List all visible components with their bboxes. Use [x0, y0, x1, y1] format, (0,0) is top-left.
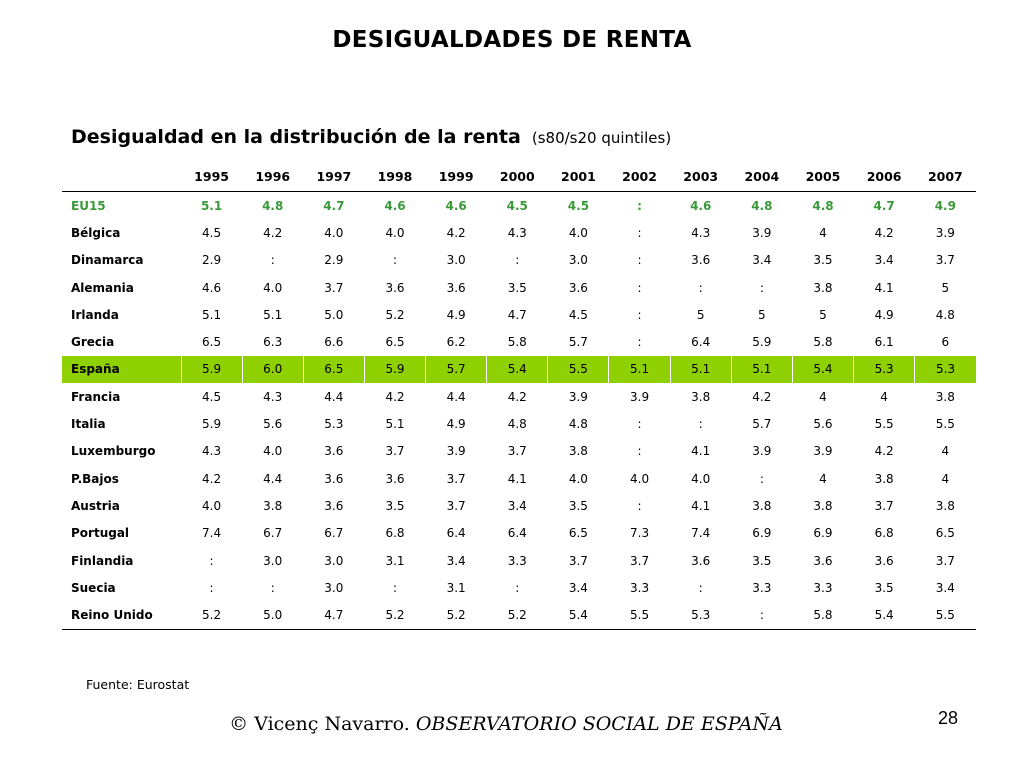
ratio-cell: 5.3: [915, 356, 976, 383]
ratio-cell: 6.5: [303, 356, 364, 383]
subtitle-unit: (s80/s20 quintiles): [531, 129, 672, 147]
ratio-cell: 4.3: [202, 444, 222, 459]
ratio-cell: 6.6: [324, 335, 344, 350]
ratio-cell: 3.8: [813, 498, 833, 513]
ratio-cell: 4.0: [568, 225, 588, 240]
ratio-cell: :: [637, 198, 642, 213]
ratio-cell: 5.4: [548, 601, 609, 629]
ratio-cell: 4.9: [446, 417, 466, 432]
ratio-cell: 4.9: [874, 307, 894, 322]
ratio-cell: 3.0: [446, 253, 466, 268]
ratio-cell: 4.6: [384, 198, 406, 213]
ratio-cell: 4.0: [263, 444, 283, 459]
ratio-cell: 5.3: [670, 601, 731, 629]
ratio-cell: 4.2: [385, 389, 405, 404]
ratio-cell: 4.5: [506, 198, 528, 213]
ratio-cell: 6.5: [202, 335, 222, 350]
ratio-cell: 6.0: [242, 356, 303, 383]
year-header-2001: 2001: [548, 161, 609, 192]
ratio-cell: 4.6: [445, 198, 467, 213]
ratio-cell: 5.1: [263, 307, 283, 322]
ratio-cell: :: [515, 580, 520, 595]
country-name: Grecia: [71, 335, 115, 350]
ratio-cell: 5: [696, 307, 705, 322]
ratio-cell: 4.5: [202, 389, 222, 404]
ratio-cell: 5.4: [854, 601, 915, 629]
ratio-cell: 4.3: [263, 389, 283, 404]
footer-author: © Vicenç Navarro.: [229, 713, 410, 735]
country-name: Irlanda: [71, 307, 119, 322]
ratio-cell: 5.6: [263, 417, 283, 432]
source-note: Fuente: Eurostat: [86, 677, 190, 692]
country-name: Francia: [71, 389, 121, 404]
ratio-cell: 6.4: [691, 335, 711, 350]
ratio-cell: 5.2: [487, 601, 548, 629]
ratio-cell: 3.9: [752, 444, 772, 459]
ratio-cell: 3.6: [385, 280, 405, 295]
ratio-cell: 3.7: [446, 471, 466, 486]
ratio-cell: 3.7: [935, 553, 955, 568]
ratio-cell: 4.2: [446, 225, 466, 240]
ratio-cell: 4.0: [324, 225, 344, 240]
ratio-cell: 3.3: [752, 580, 772, 595]
ratio-cell: :: [392, 253, 398, 268]
ratio-cell: 3.4: [874, 253, 894, 268]
ratio-cell: 3.5: [752, 553, 772, 568]
ratio-cell: 5.4: [792, 356, 853, 383]
ratio-cell: 4.1: [507, 471, 527, 486]
ratio-cell: :: [209, 580, 214, 595]
ratio-cell: :: [637, 225, 642, 240]
ratio-cell: 4.4: [446, 389, 466, 404]
ratio-cell: :: [270, 253, 275, 268]
ratio-cell: :: [637, 498, 642, 513]
ratio-cell: 3.6: [324, 471, 344, 486]
page-number: 28: [938, 708, 959, 728]
ratio-cell: 4.9: [446, 307, 466, 322]
year-header-2005: 2005: [792, 161, 853, 192]
ratio-cell: 6.5: [568, 526, 588, 541]
ratio-cell: 3.7: [874, 498, 894, 513]
ratio-cell: 3.1: [446, 580, 466, 595]
country-name: España: [62, 356, 181, 383]
ratio-cell: 3.0: [324, 580, 344, 595]
table-row: [62, 574, 976, 601]
ratio-cell: :: [637, 280, 642, 295]
table-row: [62, 520, 976, 547]
ratio-cell: 4.0: [691, 471, 711, 486]
ratio-cell: 5.1: [609, 356, 670, 383]
ratio-cell: 4: [819, 471, 827, 486]
year-header-1995: 1995: [181, 161, 242, 192]
ratio-cell: 4.9: [934, 198, 956, 213]
country-name: Bélgica: [71, 225, 121, 240]
table-row: [62, 328, 976, 355]
ratio-cell: :: [759, 471, 764, 486]
ratio-cell: 3.3: [813, 580, 833, 595]
ratio-cell: 3.3: [630, 580, 650, 595]
ratio-cell: :: [515, 253, 520, 268]
ratio-cell: 3.7: [935, 253, 955, 268]
ratio-cell: 4.8: [935, 307, 955, 322]
ratio-cell: 3.9: [446, 444, 466, 459]
country-name: Alemania: [71, 280, 134, 295]
ratio-cell: 6.7: [263, 526, 283, 541]
ratio-cell: :: [637, 417, 642, 432]
country-name: Finlandia: [71, 553, 134, 568]
ratio-cell: 5.5: [548, 356, 609, 383]
ratio-cell: 3.8: [752, 498, 772, 513]
ratio-cell: 3.9: [935, 225, 955, 240]
ratio-cell: 3.5: [568, 498, 588, 513]
ratio-cell: 4.2: [874, 444, 894, 459]
ratio-cell: 4.8: [568, 417, 588, 432]
ratio-cell: 6.1: [874, 335, 894, 350]
table-row: [62, 356, 976, 383]
ratio-cell: :: [759, 280, 764, 295]
ratio-cell: 5.1: [385, 417, 405, 432]
ratio-cell: 4.3: [691, 225, 711, 240]
table-row: [62, 438, 976, 465]
country-name: Portugal: [71, 526, 130, 541]
ratio-cell: 5.4: [487, 356, 548, 383]
table-row: [62, 301, 976, 328]
ratio-cell: 6.5: [385, 335, 405, 350]
ratio-cell: 7.3: [630, 526, 650, 541]
ratio-cell: 4.2: [752, 389, 772, 404]
ratio-cell: 4.8: [751, 198, 773, 213]
ratio-cell: 4.7: [323, 198, 345, 213]
ratio-cell: 2.9: [202, 253, 222, 268]
ratio-cell: :: [637, 335, 642, 350]
year-header-1998: 1998: [364, 161, 425, 192]
ratio-cell: 5.8: [507, 335, 527, 350]
ratio-cell: 3.4: [446, 553, 466, 568]
ratio-cell: 5.8: [813, 335, 833, 350]
ratio-cell: 6.4: [507, 526, 527, 541]
ratio-cell: 4.5: [567, 198, 590, 213]
ratio-cell: 4.8: [812, 198, 834, 213]
ratio-cell: :: [392, 580, 398, 595]
ratio-cell: 6.5: [935, 526, 955, 541]
ratio-cell: 4.0: [385, 225, 405, 240]
ratio-cell: 5.2: [364, 601, 425, 629]
ratio-cell: 5: [941, 280, 950, 295]
ratio-cell: :: [637, 253, 642, 268]
ratio-cell: :: [731, 601, 792, 629]
table-row: [62, 192, 976, 220]
country-header-cell: [62, 161, 181, 192]
income-inequality-table: [62, 161, 976, 630]
ratio-cell: 7.4: [202, 526, 222, 541]
ratio-cell: 5.8: [792, 601, 853, 629]
ratio-cell: 5.2: [181, 601, 242, 629]
ratio-cell: 4.0: [568, 471, 588, 486]
ratio-cell: 3.4: [752, 253, 772, 268]
ratio-cell: 4.1: [691, 444, 711, 459]
ratio-cell: 3.8: [874, 471, 894, 486]
ratio-cell: 5.1: [731, 356, 792, 383]
ratio-cell: 5.7: [426, 356, 487, 383]
ratio-cell: 3.4: [935, 580, 955, 595]
ratio-cell: 4: [880, 389, 888, 404]
ratio-cell: 4.8: [507, 417, 527, 432]
country-name: Dinamarca: [71, 253, 144, 268]
ratio-cell: 5.1: [200, 198, 223, 213]
ratio-cell: 6.9: [813, 526, 833, 541]
year-header-2000: 2000: [487, 161, 548, 192]
ratio-cell: 3.6: [691, 553, 711, 568]
year-header-2003: 2003: [670, 161, 731, 192]
ratio-cell: 4.8: [262, 198, 284, 213]
table-row: [62, 465, 976, 492]
ratio-cell: :: [209, 553, 214, 568]
ratio-cell: 3.5: [874, 580, 894, 595]
ratio-cell: 4.7: [507, 307, 527, 322]
table-row: [62, 410, 976, 437]
table-row: [62, 247, 976, 274]
ratio-cell: 3.7: [630, 553, 650, 568]
year-header-row: [62, 161, 976, 192]
ratio-cell: 5.9: [752, 335, 772, 350]
country-name: Suecia: [71, 580, 116, 595]
ratio-cell: :: [698, 280, 703, 295]
year-header-2004: 2004: [731, 161, 792, 192]
ratio-cell: 3.9: [568, 389, 588, 404]
ratio-cell: 3.6: [691, 253, 711, 268]
country-name: Italia: [71, 417, 106, 432]
ratio-cell: 5.5: [935, 417, 955, 432]
ratio-cell: 3.7: [324, 280, 344, 295]
ratio-cell: 3.7: [568, 553, 588, 568]
ratio-cell: 4: [941, 444, 950, 459]
table-body: [62, 192, 976, 630]
footer-credit: [0, 713, 1012, 735]
ratio-cell: 4: [941, 471, 950, 486]
year-header-2006: 2006: [854, 161, 915, 192]
ratio-cell: 7.4: [691, 526, 711, 541]
ratio-cell: 4.4: [324, 389, 344, 404]
ratio-cell: 3.6: [568, 280, 588, 295]
country-name: P.Bajos: [71, 471, 119, 486]
ratio-cell: 4.0: [630, 471, 650, 486]
ratio-cell: 5.7: [752, 417, 772, 432]
ratio-cell: 4.6: [202, 280, 222, 295]
ratio-cell: 3.6: [813, 553, 833, 568]
year-header-2007: 2007: [915, 161, 976, 192]
country-name: Reino Unido: [62, 601, 181, 629]
ratio-cell: 2.9: [324, 253, 344, 268]
year-header-1997: 1997: [303, 161, 364, 192]
ratio-cell: 5.1: [202, 307, 222, 322]
ratio-cell: 3.8: [935, 498, 955, 513]
ratio-cell: :: [637, 307, 642, 322]
ratio-cell: :: [270, 580, 275, 595]
ratio-cell: 3.4: [507, 498, 527, 513]
footer-organization: OBSERVATORIO SOCIAL DE ESPAÑA: [415, 713, 783, 735]
ratio-cell: 5.9: [181, 356, 242, 383]
ratio-cell: 3.3: [507, 553, 527, 568]
year-header-1996: 1996: [242, 161, 303, 192]
country-name: Luxemburgo: [71, 444, 156, 459]
table-row: [62, 547, 976, 574]
year-header-2002: 2002: [609, 161, 670, 192]
ratio-cell: 3.8: [568, 444, 588, 459]
ratio-cell: :: [698, 417, 703, 432]
ratio-cell: 6: [941, 335, 950, 350]
ratio-cell: 3.5: [385, 498, 405, 513]
ratio-cell: 4.0: [263, 280, 283, 295]
ratio-cell: 3.0: [263, 553, 283, 568]
ratio-cell: 6.8: [385, 526, 405, 541]
ratio-cell: 5.2: [426, 601, 487, 629]
ratio-cell: :: [637, 444, 642, 459]
country-name: Austria: [71, 498, 120, 513]
ratio-cell: 4: [819, 389, 827, 404]
country-name: EU15: [71, 198, 106, 213]
ratio-cell: :: [698, 580, 703, 595]
table-row: [62, 601, 976, 629]
ratio-cell: 5.0: [242, 601, 303, 629]
ratio-cell: 5.1: [670, 356, 731, 383]
ratio-cell: 5.7: [568, 335, 588, 350]
ratio-cell: 3.6: [324, 444, 344, 459]
ratio-cell: 6.3: [263, 335, 283, 350]
year-header-1999: 1999: [426, 161, 487, 192]
ratio-cell: 3.7: [446, 498, 466, 513]
ratio-cell: 4.5: [202, 225, 222, 240]
ratio-cell: 4.2: [507, 389, 527, 404]
ratio-cell: 3.6: [446, 280, 466, 295]
ratio-cell: 5: [758, 307, 766, 322]
ratio-cell: 6.7: [324, 526, 344, 541]
ratio-cell: 3.8: [691, 389, 711, 404]
ratio-cell: 3.1: [385, 553, 405, 568]
ratio-cell: 3.8: [935, 389, 955, 404]
ratio-cell: 3.6: [324, 498, 344, 513]
ratio-cell: 3.7: [507, 444, 527, 459]
ratio-cell: 4.0: [202, 498, 222, 513]
ratio-cell: 3.4: [568, 580, 588, 595]
ratio-cell: 3.8: [263, 498, 283, 513]
ratio-cell: 3.0: [324, 553, 344, 568]
ratio-cell: 5.6: [813, 417, 833, 432]
ratio-cell: 3.9: [813, 444, 833, 459]
ratio-cell: 4.7: [303, 601, 364, 629]
ratio-cell: 4.4: [263, 471, 283, 486]
ratio-cell: 5.3: [324, 417, 344, 432]
ratio-cell: 3.5: [507, 280, 527, 295]
table-row: [62, 383, 976, 410]
ratio-cell: 3.6: [385, 471, 405, 486]
ratio-cell: 3.0: [568, 253, 588, 268]
ratio-cell: 6.4: [446, 526, 466, 541]
ratio-cell: 5.5: [609, 601, 670, 629]
ratio-cell: 4.1: [874, 280, 894, 295]
ratio-cell: 5.5: [874, 417, 894, 432]
slide-title: DESIGUALDADES DE RENTA: [332, 27, 692, 53]
table-row: [62, 219, 976, 246]
ratio-cell: 3.9: [630, 389, 650, 404]
ratio-cell: 6.9: [752, 526, 772, 541]
ratio-cell: 3.5: [813, 253, 833, 268]
ratio-cell: 3.7: [385, 444, 405, 459]
ratio-cell: 5.0: [324, 307, 344, 322]
ratio-cell: 4.5: [568, 307, 588, 322]
ratio-cell: 4.3: [507, 225, 527, 240]
ratio-cell: 5.3: [854, 356, 915, 383]
ratio-cell: 5.5: [915, 601, 976, 629]
table-row: [62, 274, 976, 301]
ratio-cell: 5.9: [202, 417, 222, 432]
ratio-cell: 5.2: [385, 307, 405, 322]
ratio-cell: 3.9: [752, 225, 772, 240]
ratio-cell: 4.2: [874, 225, 894, 240]
ratio-cell: 4: [819, 225, 827, 240]
table-row: [62, 492, 976, 519]
ratio-cell: 4.6: [690, 198, 712, 213]
ratio-cell: 6.8: [874, 526, 894, 541]
table-subtitle: [71, 126, 671, 148]
ratio-cell: 4.2: [263, 225, 283, 240]
ratio-cell: 4.2: [202, 471, 222, 486]
ratio-cell: 4.7: [873, 198, 895, 213]
subtitle-text: Desigualdad en la distribución de la renta: [71, 126, 521, 148]
ratio-cell: 6.2: [446, 335, 466, 350]
ratio-cell: 3.8: [813, 280, 833, 295]
ratio-cell: 3.6: [874, 553, 894, 568]
ratio-cell: 4.1: [691, 498, 711, 513]
ratio-cell: 5: [819, 307, 827, 322]
ratio-cell: 5.9: [364, 356, 425, 383]
